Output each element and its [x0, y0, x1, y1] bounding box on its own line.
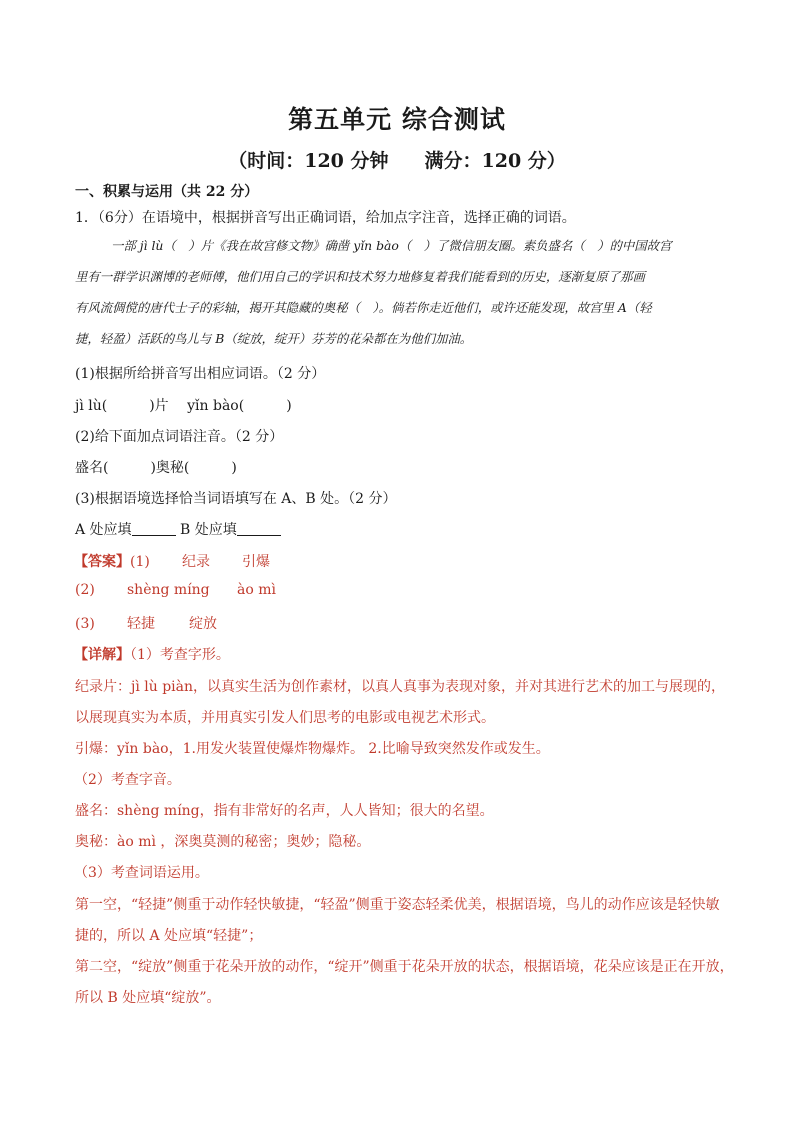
subquestion-2-blanks: 盛名( )奥秘( ) [75, 460, 237, 476]
section-heading: 一、积累与运用（共 22 分） [75, 184, 259, 200]
detail-line: （2）考查字音。 [74, 772, 181, 788]
question-stem: 1．（6分）在语境中，根据拼音写出正确词语，给加点字注音，选择正确的词语。 [75, 210, 576, 226]
subquestion-2: (2)给下面加点词语注音。（2 分） [75, 429, 284, 445]
detail-line: 奥秘：ào mì ，深奥莫测的秘密；奥妙；隐秘。 [75, 834, 371, 850]
subquestion-3-blanks [75, 519, 281, 539]
answer-num: (3) [75, 616, 95, 632]
detail-line: 盛名：shèng míng，指有非常好的名声，人人皆知；很大的名望。 [75, 803, 494, 819]
subquestion-1: (1)根据所给拼音写出相应词语。（2 分） [75, 366, 326, 382]
reading-passage [75, 230, 721, 354]
blank-a-label: A 处应填 [75, 522, 132, 538]
blank-b-line [237, 521, 281, 536]
detail-line: 纪录片：jì lù piàn，以真实生活为创作素材，以真人真事为表现对象，并对其进行艺术的加工与展现的， [75, 679, 726, 695]
answer-row [75, 613, 217, 633]
answer-b: 绽放 [189, 616, 217, 632]
detail-line: 第一空，“轻捷”侧重于动作轻快敏捷，“轻盈”侧重于姿态轻柔优美，根据语境，鸟儿的动作应该是轻快敏 [75, 897, 720, 913]
answer-num: (2) [75, 582, 95, 598]
detail-line: 以展现真实为本质，并用真实引发人们思考的电影或电视艺术形式。 [75, 710, 495, 726]
detail-line: 引爆：yǐn bào，1.用发火装置使爆炸物爆炸。 2.比喻导致突然发作或发生。 [75, 741, 550, 757]
detail-line: 第二空，“绽放”侧重于花朵开放的动作，“绽开”侧重于花朵开放的状态，根据语境，花朵应该是正在开放， [75, 959, 734, 975]
subtitle-time: （时间：120 分钟 [228, 150, 389, 172]
subquestion-3: (3)根据语境选择恰当词语填写在 A、B 处。（2 分） [75, 491, 397, 507]
passage-line: 捷，轻盈）活跃的鸟儿与 B（绽放，绽开）芬芳的花朵都在为他们加油。 [75, 331, 473, 346]
detail-head: （1）考查字形。 [130, 647, 230, 663]
passage-line: 有风流倜傥的唐代士子的彩轴，揭开其隐藏的奥秘（ ）。倘若你走近他们，或许还能发现，故宫里 A（轻 [75, 300, 652, 315]
answer-num: (1) [130, 554, 150, 570]
answer-b: 引爆 [242, 554, 270, 570]
detail-line: 所以 B 处应填“绽放”。 [75, 990, 221, 1006]
answer-a: 纪录 [182, 554, 210, 570]
answer-b: ào mì [237, 582, 276, 598]
subtitle-score: 满分：120 分） [424, 150, 566, 172]
passage-line: 一部 jì lù（ ）片《我在故宫修文物》确凿 yǐn bào（ ）了微信朋友圈。素负盛名（ ）的中国故宫 [111, 238, 672, 253]
answer-row [75, 582, 276, 598]
answer-a: 轻捷 [127, 616, 155, 632]
passage-line: 里有一群学识渊博的老师傅，他们用自己的学识和技术努力地修复着我们能看到的历史，逐渐复原了那画 [75, 269, 645, 284]
detail-heading [74, 644, 230, 664]
page-title: 第五单元 综合测试 [288, 105, 506, 134]
page-subtitle [0, 146, 794, 173]
blank-a-line [132, 521, 176, 536]
detail-line: （3）考查词语运用。 [74, 865, 209, 881]
answer-a: shèng míng [127, 582, 210, 598]
blank-b-label: B 处应填 [180, 522, 237, 538]
subquestion-1-blanks: jì lù( )片 yǐn bào( ) [75, 398, 292, 414]
answer-tag: 【答案】 [74, 554, 130, 570]
answer-row [74, 551, 270, 571]
detail-line: 捷的，所以 A 处应填“轻捷”； [75, 928, 263, 944]
detail-tag: 【详解】 [74, 647, 130, 663]
